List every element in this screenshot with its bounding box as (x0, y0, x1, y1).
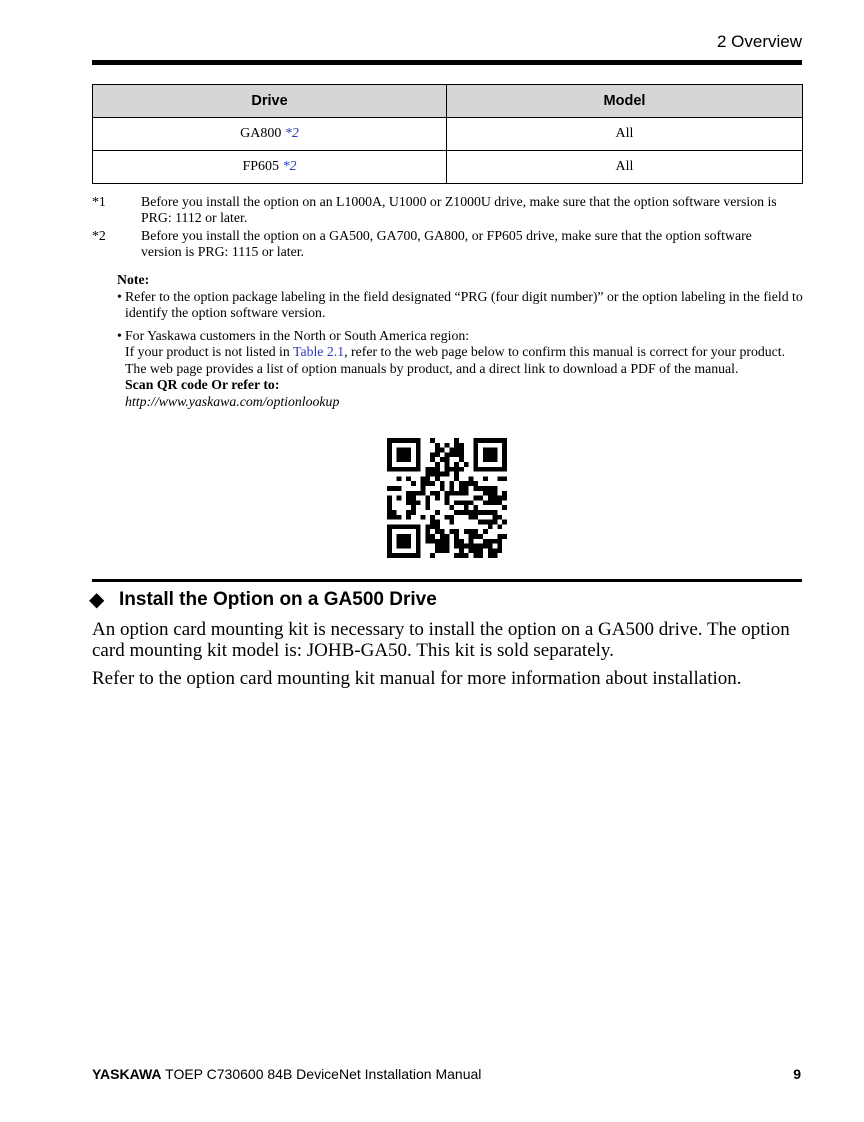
section-paragraph-2: Refer to the option card mounting kit manual for more information about installation. (92, 668, 742, 689)
qr-code-icon (387, 438, 507, 558)
page-number: 9 (793, 1066, 801, 1082)
diamond-icon: ◆ (89, 589, 105, 611)
footer-doc-title (92, 1066, 481, 1082)
drive-name: GA800 (240, 126, 282, 141)
footnote-text: Before you install the option on a GA500, GA700, GA800, or FP605 drive, make sure that the option software version is PRG: 1115 or later. (141, 228, 752, 259)
section-paragraph-1: An option card mounting kit is necessary to install the option on a GA500 drive. The option card mounting kit model is: JOHB-GA50. This kit is sold separately. (92, 619, 790, 661)
note-bullet-2 (117, 328, 807, 411)
scan-qr-label: Scan QR code Or refer to: (125, 377, 280, 392)
footnote-text: Before you install the option on an L1000A, U1000 or Z1000U drive, make sure that the option software version is PRG: 1112 or later. (141, 194, 777, 225)
note-bullet-1: • Refer to the option package labeling in the field designated “PRG (four digit number)” or the option labeling in the field to identify the option software version. (117, 289, 807, 322)
footer-brand: YASKAWA (92, 1066, 162, 1082)
column-header-drive: Drive (93, 85, 447, 118)
table-header-row (93, 85, 803, 118)
header-rule (92, 60, 802, 65)
footnote-2 (92, 228, 792, 260)
page-header-section: 2 Overview (716, 32, 802, 51)
note-box (117, 272, 807, 410)
section-title: Install the Option on a GA500 Drive (119, 589, 437, 610)
footnote-1 (92, 194, 792, 226)
table-row (93, 151, 803, 184)
footnote-ref-link[interactable]: *2 (282, 159, 297, 174)
note-text: , refer to the web page below to confirm this manual is correct for your product. The web page provides a list of option manuals by product, and a direct link to download a PDF of the manual. (125, 344, 786, 376)
table-cell-model: All (447, 151, 803, 184)
table-2-1-link[interactable]: Table 2.1 (292, 344, 345, 359)
note-bullet-2-body (125, 344, 807, 377)
footnote-ref-link[interactable]: *2 (284, 126, 299, 141)
table-row (93, 118, 803, 151)
footer-doc-name: TOEP C730600 84B DeviceNet Installation Manual (161, 1066, 482, 1082)
table-cell-drive (93, 151, 447, 184)
drive-model-table (92, 84, 803, 184)
note-bullet-2-intro: • For Yaskawa customers in the North or South America region: (125, 327, 470, 343)
note-text: If your product is not listed in (125, 344, 293, 359)
column-header-model: Model (447, 85, 803, 118)
footnote-mark: *2 (92, 228, 106, 243)
section-rule (92, 579, 802, 582)
table-cell-model: All (447, 118, 803, 151)
option-lookup-url[interactable]: http://www.yaskawa.com/optionlookup (125, 393, 340, 409)
drive-name: FP605 (242, 159, 280, 174)
table-cell-drive (93, 118, 447, 151)
note-title: Note: (117, 272, 150, 287)
footnote-mark: *1 (92, 194, 106, 209)
